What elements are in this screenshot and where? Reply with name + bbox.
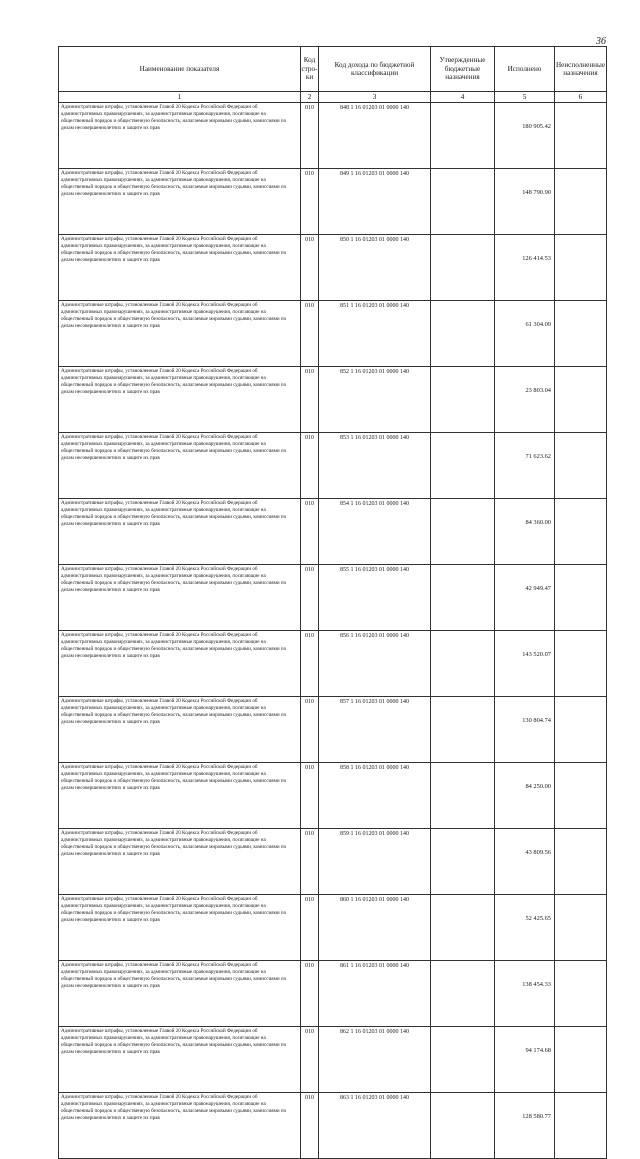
income-code: 849 1 16 01203 01 0000 140 (319, 169, 431, 235)
indicator-name: Административные штрафы, установленные Главой 20 Кодекса Российской Федерации об административных правонарушениях, за административные правонарушения, посягающие на общественный порядок и общественную безопасность, налагаемые мировыми судьями, комиссиями по делам несовершеннолетних и защите их прав (59, 697, 301, 763)
unexecuted-amount (555, 631, 607, 697)
unexecuted-amount (555, 565, 607, 631)
table-row (59, 301, 607, 367)
executed-amount: 148 790.90 (495, 169, 555, 235)
executed-amount: 71 623.62 (495, 433, 555, 499)
approved-amount (431, 829, 495, 895)
executed-amount: 84 250.00 (495, 763, 555, 829)
approved-amount (431, 763, 495, 829)
column-number: 3 (319, 92, 431, 103)
executed-amount: 43 809.56 (495, 829, 555, 895)
unexecuted-amount (555, 1093, 607, 1159)
column-number: 6 (555, 92, 607, 103)
unexecuted-amount (555, 763, 607, 829)
approved-amount (431, 697, 495, 763)
header-approved: Утвержденные бюджетные назначения (431, 47, 495, 92)
income-code: 852 1 16 01203 01 0000 140 (319, 367, 431, 433)
page-number: 36 (596, 36, 606, 47)
indicator-name: Административные штрафы, установленные Главой 20 Кодекса Российской Федерации об административных правонарушениях, за административные правонарушения, посягающие на общественный порядок и общественную безопасность, налагаемые мировыми судьями, комиссиями по делам несовершеннолетних и защите их прав (59, 169, 301, 235)
income-code: 851 1 16 01203 01 0000 140 (319, 301, 431, 367)
table-row (59, 169, 607, 235)
approved-amount (431, 433, 495, 499)
indicator-name: Административные штрафы, установленные Главой 20 Кодекса Российской Федерации об административных правонарушениях, за административные правонарушения, посягающие на общественный порядок и общественную безопасность, налагаемые мировыми судьями, комиссиями по делам несовершеннолетних и защите их прав (59, 103, 301, 169)
income-code: 859 1 16 01203 01 0000 140 (319, 829, 431, 895)
column-number: 5 (495, 92, 555, 103)
income-code: 862 1 16 01203 01 0000 140 (319, 1027, 431, 1093)
header-line-code: Код стро-ки (301, 47, 319, 92)
income-code: 850 1 16 01203 01 0000 140 (319, 235, 431, 301)
line-code: 010 (301, 631, 319, 697)
table-row (59, 829, 607, 895)
table-row (59, 367, 607, 433)
income-code: 861 1 16 01203 01 0000 140 (319, 961, 431, 1027)
unexecuted-amount (555, 895, 607, 961)
indicator-name: Административные штрафы, установленные Главой 20 Кодекса Российской Федерации об административных правонарушениях, за административные правонарушения, посягающие на общественный порядок и общественную безопасность, налагаемые мировыми судьями, комиссиями по делам несовершеннолетних и защите их прав (59, 895, 301, 961)
approved-amount (431, 235, 495, 301)
line-code: 010 (301, 829, 319, 895)
income-code: 860 1 16 01203 01 0000 140 (319, 895, 431, 961)
indicator-name: Административные штрафы, установленные Главой 20 Кодекса Российской Федерации об административных правонарушениях, за административные правонарушения, посягающие на общественный порядок и общественную безопасность, налагаемые мировыми судьями, комиссиями по делам несовершеннолетних и защите их прав (59, 565, 301, 631)
table-row (59, 565, 607, 631)
line-code: 010 (301, 103, 319, 169)
executed-amount: 126 414.53 (495, 235, 555, 301)
header-executed: Исполнено (495, 47, 555, 92)
executed-amount: 84 360.00 (495, 499, 555, 565)
indicator-name: Административные штрафы, установленные Главой 20 Кодекса Российской Федерации об административных правонарушениях, за административные правонарушения, посягающие на общественный порядок и общественную безопасность, налагаемые мировыми судьями, комиссиями по делам несовершеннолетних и защите их прав (59, 301, 301, 367)
approved-amount (431, 367, 495, 433)
unexecuted-amount (555, 367, 607, 433)
line-code: 010 (301, 433, 319, 499)
unexecuted-amount (555, 169, 607, 235)
table-row (59, 235, 607, 301)
indicator-name: Административные штрафы, установленные Главой 20 Кодекса Российской Федерации об административных правонарушениях, за административные правонарушения, посягающие на общественный порядок и общественную безопасность, налагаемые мировыми судьями, комиссиями по делам несовершеннолетних и защите их прав (59, 961, 301, 1027)
executed-amount: 138 454.33 (495, 961, 555, 1027)
indicator-name: Административные штрафы, установленные Главой 20 Кодекса Российской Федерации об административных правонарушениях, за административные правонарушения, посягающие на общественный порядок и общественную безопасность, налагаемые мировыми судьями, комиссиями по делам несовершеннолетних и защите их прав (59, 829, 301, 895)
line-code: 010 (301, 1027, 319, 1093)
revenue-table (58, 46, 607, 1159)
approved-amount (431, 103, 495, 169)
executed-amount: 23 803.04 (495, 367, 555, 433)
indicator-name: Административные штрафы, установленные Главой 20 Кодекса Российской Федерации об административных правонарушениях, за административные правонарушения, посягающие на общественный порядок и общественную безопасность, налагаемые мировыми судьями, комиссиями по делам несовершеннолетних и защите их прав (59, 763, 301, 829)
indicator-name: Административные штрафы, установленные Главой 20 Кодекса Российской Федерации об административных правонарушениях, за административные правонарушения, посягающие на общественный порядок и общественную безопасность, налагаемые мировыми судьями, комиссиями по делам несовершеннолетних и защите их прав (59, 1093, 301, 1159)
table-row (59, 1027, 607, 1093)
indicator-name: Административные штрафы, установленные Главой 20 Кодекса Российской Федерации об административных правонарушениях, за административные правонарушения, посягающие на общественный порядок и общественную безопасность, налагаемые мировыми судьями, комиссиями по делам несовершеннолетних и защите их прав (59, 499, 301, 565)
unexecuted-amount (555, 235, 607, 301)
line-code: 010 (301, 697, 319, 763)
line-code: 010 (301, 961, 319, 1027)
table-row (59, 631, 607, 697)
table-row (59, 961, 607, 1027)
line-code: 010 (301, 499, 319, 565)
table-row (59, 103, 607, 169)
line-code: 010 (301, 1093, 319, 1159)
line-code: 010 (301, 169, 319, 235)
table-row (59, 499, 607, 565)
executed-amount: 143 520.07 (495, 631, 555, 697)
column-number-row (59, 92, 607, 103)
approved-amount (431, 961, 495, 1027)
table-row (59, 433, 607, 499)
indicator-name: Административные штрафы, установленные Главой 20 Кодекса Российской Федерации об административных правонарушениях, за административные правонарушения, посягающие на общественный порядок и общественную безопасность, налагаемые мировыми судьями, комиссиями по делам несовершеннолетних и защите их прав (59, 367, 301, 433)
line-code: 010 (301, 895, 319, 961)
indicator-name: Административные штрафы, установленные Главой 20 Кодекса Российской Федерации об административных правонарушениях, за административные правонарушения, посягающие на общественный порядок и общественную безопасность, налагаемые мировыми судьями, комиссиями по делам несовершеннолетних и защите их прав (59, 235, 301, 301)
unexecuted-amount (555, 433, 607, 499)
income-code: 863 1 16 01203 01 0000 140 (319, 1093, 431, 1159)
indicator-name: Административные штрафы, установленные Главой 20 Кодекса Российской Федерации об административных правонарушениях, за административные правонарушения, посягающие на общественный порядок и общественную безопасность, налагаемые мировыми судьями, комиссиями по делам несовершеннолетних и защите их прав (59, 433, 301, 499)
unexecuted-amount (555, 697, 607, 763)
unexecuted-amount (555, 301, 607, 367)
column-number: 4 (431, 92, 495, 103)
indicator-name: Административные штрафы, установленные Главой 20 Кодекса Российской Федерации об административных правонарушениях, за административные правонарушения, посягающие на общественный порядок и общественную безопасность, налагаемые мировыми судьями, комиссиями по делам несовершеннолетних и защите их прав (59, 631, 301, 697)
executed-amount: 42 949.47 (495, 565, 555, 631)
income-code: 848 1 16 01203 01 0000 140 (319, 103, 431, 169)
approved-amount (431, 169, 495, 235)
column-number: 1 (59, 92, 301, 103)
approved-amount (431, 565, 495, 631)
table-header-row (59, 47, 607, 92)
unexecuted-amount (555, 961, 607, 1027)
income-code: 853 1 16 01203 01 0000 140 (319, 433, 431, 499)
line-code: 010 (301, 301, 319, 367)
executed-amount: 130 804.74 (495, 697, 555, 763)
unexecuted-amount (555, 103, 607, 169)
approved-amount (431, 895, 495, 961)
approved-amount (431, 1093, 495, 1159)
line-code: 010 (301, 565, 319, 631)
table-row (59, 895, 607, 961)
executed-amount: 180 905.42 (495, 103, 555, 169)
approved-amount (431, 1027, 495, 1093)
table-row (59, 1093, 607, 1159)
executed-amount: 61 304.09 (495, 301, 555, 367)
unexecuted-amount (555, 499, 607, 565)
executed-amount: 52 425.65 (495, 895, 555, 961)
table-row (59, 763, 607, 829)
header-unexecuted: Неисполненные назначения (555, 47, 607, 92)
line-code: 010 (301, 235, 319, 301)
header-name: Наименование показателя (59, 47, 301, 92)
approved-amount (431, 301, 495, 367)
line-code: 010 (301, 367, 319, 433)
approved-amount (431, 499, 495, 565)
header-income-code: Код дохода по бюджетной классификации (319, 47, 431, 92)
line-code: 010 (301, 763, 319, 829)
executed-amount: 94 174.68 (495, 1027, 555, 1093)
income-code: 856 1 16 01203 01 0000 140 (319, 631, 431, 697)
income-code: 858 1 16 01203 01 0000 140 (319, 763, 431, 829)
column-number: 2 (301, 92, 319, 103)
income-code: 857 1 16 01203 01 0000 140 (319, 697, 431, 763)
approved-amount (431, 631, 495, 697)
indicator-name: Административные штрафы, установленные Главой 20 Кодекса Российской Федерации об административных правонарушениях, за административные правонарушения, посягающие на общественный порядок и общественную безопасность, налагаемые мировыми судьями, комиссиями по делам несовершеннолетних и защите их прав (59, 1027, 301, 1093)
unexecuted-amount (555, 829, 607, 895)
executed-amount: 128 580.77 (495, 1093, 555, 1159)
income-code: 855 1 16 01203 01 0000 140 (319, 565, 431, 631)
unexecuted-amount (555, 1027, 607, 1093)
income-code: 854 1 16 01203 01 0000 140 (319, 499, 431, 565)
table-row (59, 697, 607, 763)
